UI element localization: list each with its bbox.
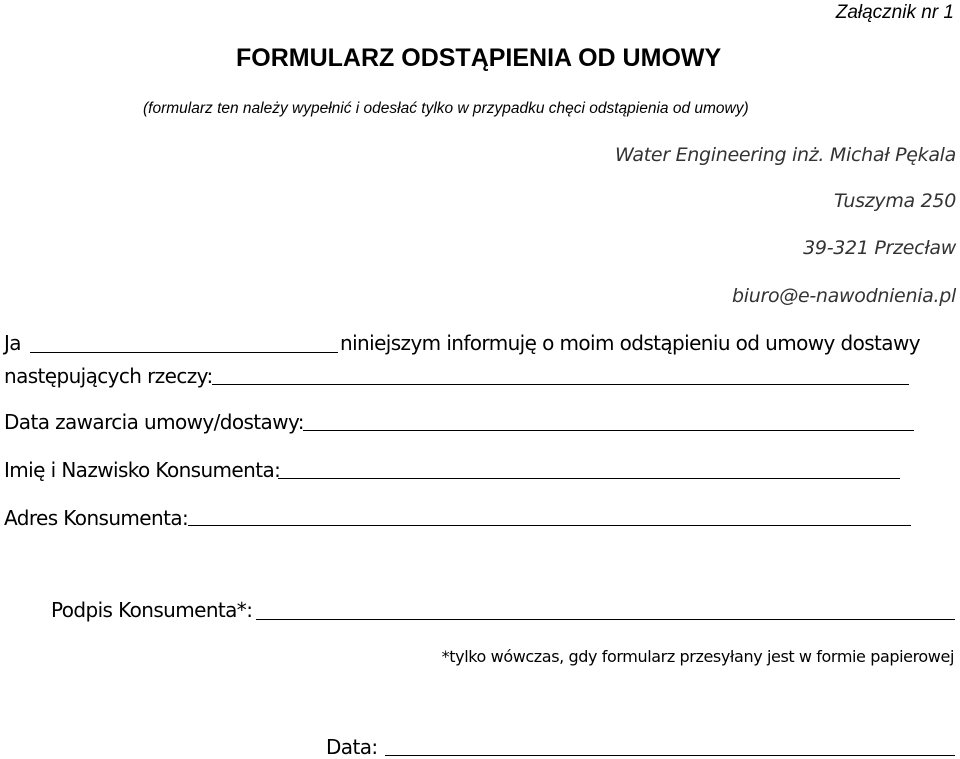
recipient-email: biuro@e-nawodnienia.pl xyxy=(731,285,956,307)
recipient-street: Tuszyma 250 xyxy=(833,190,956,212)
date-label: Data: xyxy=(326,735,378,759)
contract-date-label: Data zawarcia umowy/dostawy: xyxy=(4,410,304,434)
signature-label: Podpis Konsumenta*: xyxy=(51,598,253,622)
withdrawal-statement: niniejszym informuję o moim odstąpieniu od umowy dostawy xyxy=(340,331,920,355)
signature-blank[interactable] xyxy=(256,619,955,620)
annex-number: Załącznik nr 1 xyxy=(835,2,954,23)
consumer-name-blank[interactable] xyxy=(30,352,338,353)
recipient-company: Water Engineering inż. Michał Pękala xyxy=(614,144,956,166)
date-blank[interactable] xyxy=(385,755,955,756)
consumer-address-blank[interactable] xyxy=(188,525,911,526)
recipient-city: 39-321 Przecław xyxy=(803,237,956,259)
ja-label: Ja xyxy=(4,331,21,355)
form-subtitle: (formularz ten należy wypełnić i odesłać tylko w przypadku chęci odstąpienia od umowy) xyxy=(143,100,749,117)
consumer-name-label: Imię i Nazwisko Konsumenta: xyxy=(4,458,281,482)
items-label: następujących rzeczy: xyxy=(4,364,213,388)
consumer-address-label: Adres Konsumenta: xyxy=(4,506,189,530)
items-blank[interactable] xyxy=(212,384,909,385)
contract-date-blank[interactable] xyxy=(303,430,914,431)
signature-footnote: *tylko wówczas, gdy formularz przesyłany jest w formie papierowej xyxy=(441,647,954,666)
consumer-fullname-blank[interactable] xyxy=(278,478,900,479)
page-title: FORMULARZ ODSTĄPIENIA OD UMOWY xyxy=(236,44,722,72)
